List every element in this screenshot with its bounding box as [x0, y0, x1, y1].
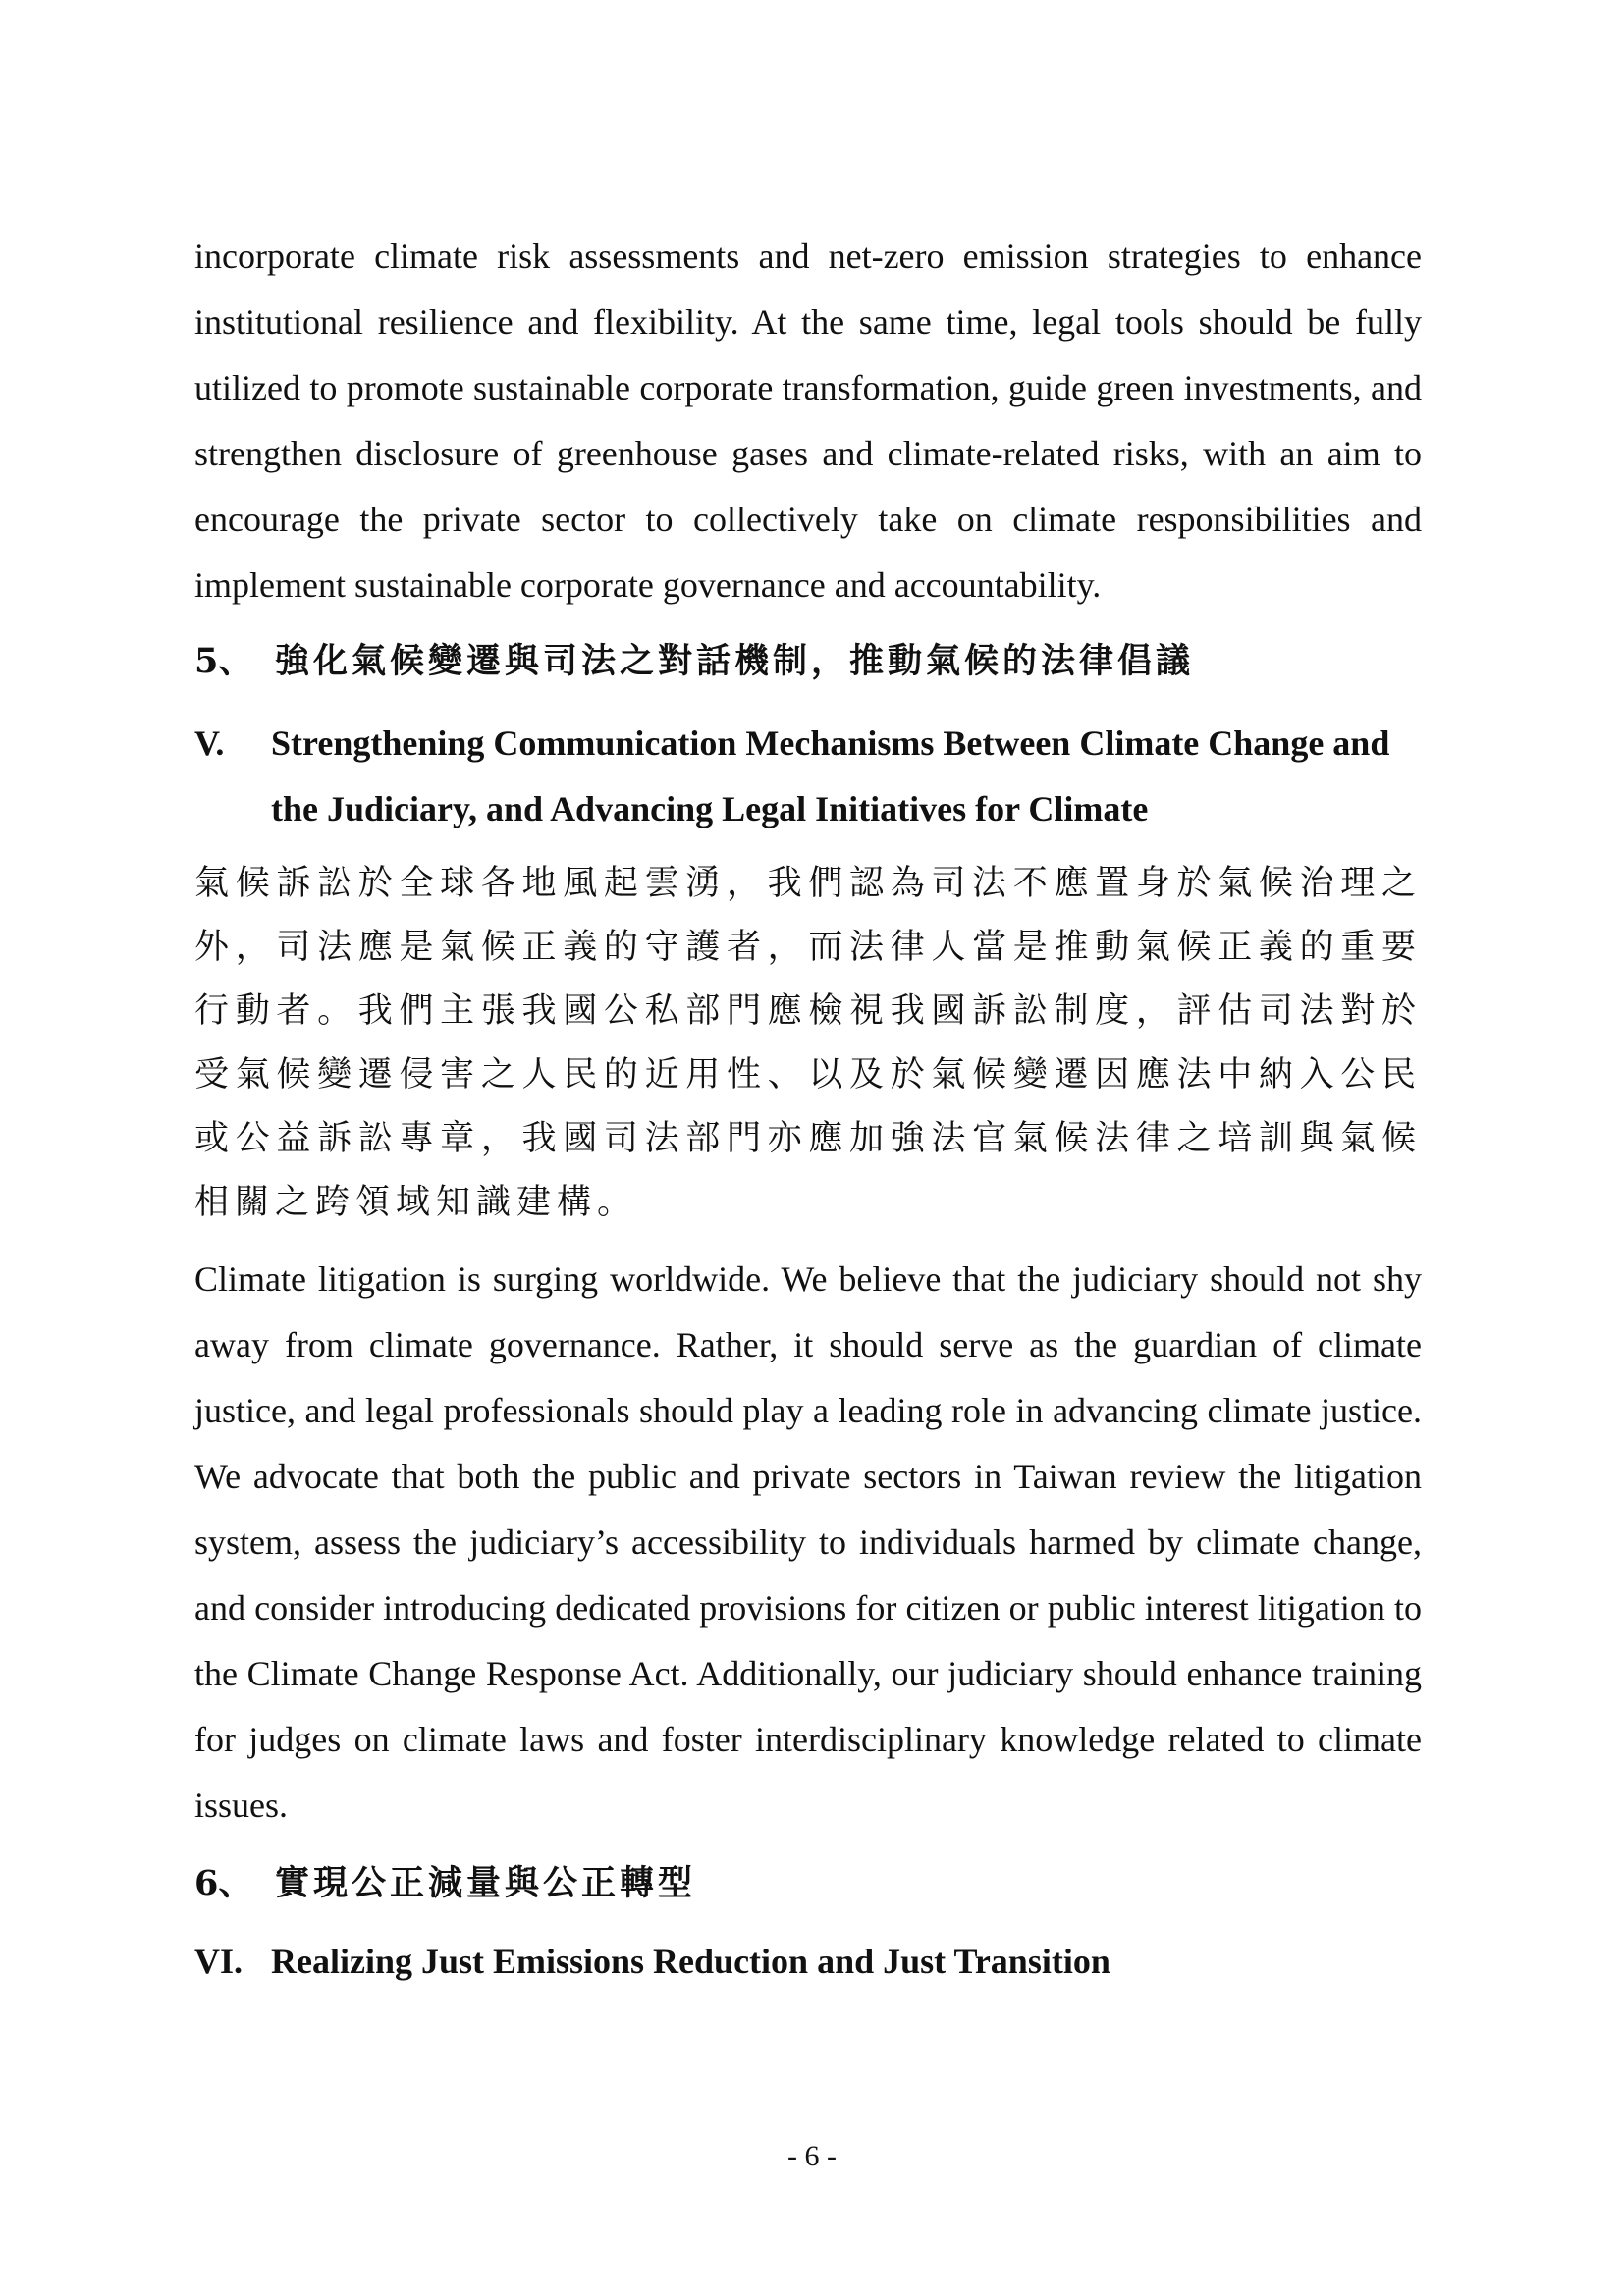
- section-6-heading-zh: [194, 1854, 1422, 1913]
- section-5-title-en: Strengthening Communication Mechanisms Between Climate Change and the Judiciary, and Advancing Legal Initiatives for Climate: [271, 723, 1390, 828]
- document-page: [194, 224, 1422, 1995]
- section-5-body-zh: 氣候訴訟於全球各地風起雲湧，我們認為司法不應置身於氣候治理之外，司法應是氣候正義的守護者，而法律人當是推動氣候正義的重要行動者。我們主張我國公私部門應檢視我國訴訟制度，評估司法對於受氣候變遷侵害之人民的近用性、以及於氣候變遷因應法中納入公民或公益訴訟專章，我國司法部門亦應加強法官氣候法律之培訓與氣候相關之跨領域知識建構。: [194, 864, 1422, 1222]
- section-6-title-en: Realizing Just Emissions Reduction and Just Transition: [271, 1942, 1110, 1981]
- section-6-heading-en: [194, 1929, 1422, 1995]
- page-number: - 6 -: [787, 2140, 837, 2172]
- section-5-body-en: Climate litigation is surging worldwide. We believe that the judiciary should not shy away from climate governance. Rather, it should serve as the guardian of climate justice, and legal professionals should play a leading role in advancing climate justice. We advocate that both the public and private sectors in Taiwan review the litigation system, assess the judiciary’s accessibility to individuals harmed by climate change, and consider introducing dedicated provisions for citizen or public interest litigation to the Climate Change Response Act. Additionally, our judiciary should enhance training for judges on climate laws and foster interdisciplinary knowledge related to climate issues.: [194, 1259, 1422, 1825]
- section-5-title-zh: 強化氣候變遷與司法之對話機制，推動氣候的法律倡議: [275, 641, 1195, 681]
- section-5-number-zh: 5、: [194, 641, 253, 681]
- section-6-title-zh: 實現公正減量與公正轉型: [275, 1863, 697, 1903]
- section-5-heading-zh: [194, 632, 1422, 691]
- paragraph-top-en: incorporate climate risk assessments and net-zero emission strategies to enhance institutional resilience and flexibility. At the same time, legal tools should be fully utilized to promote sustainable corporate transformation, guide green investments, and strengthen disclosure of greenhouse gases and climate-related risks, with an aim to encourage the private sector to collectively take on climate responsibilities and implement sustainable corporate governance and accountability.: [194, 237, 1422, 605]
- section-5-heading-en: [194, 711, 1422, 842]
- section-6-number-zh: 6、: [194, 1863, 253, 1903]
- section-6-number-en: VI.: [194, 1942, 244, 1981]
- section-5-number-en: V.: [194, 723, 225, 763]
